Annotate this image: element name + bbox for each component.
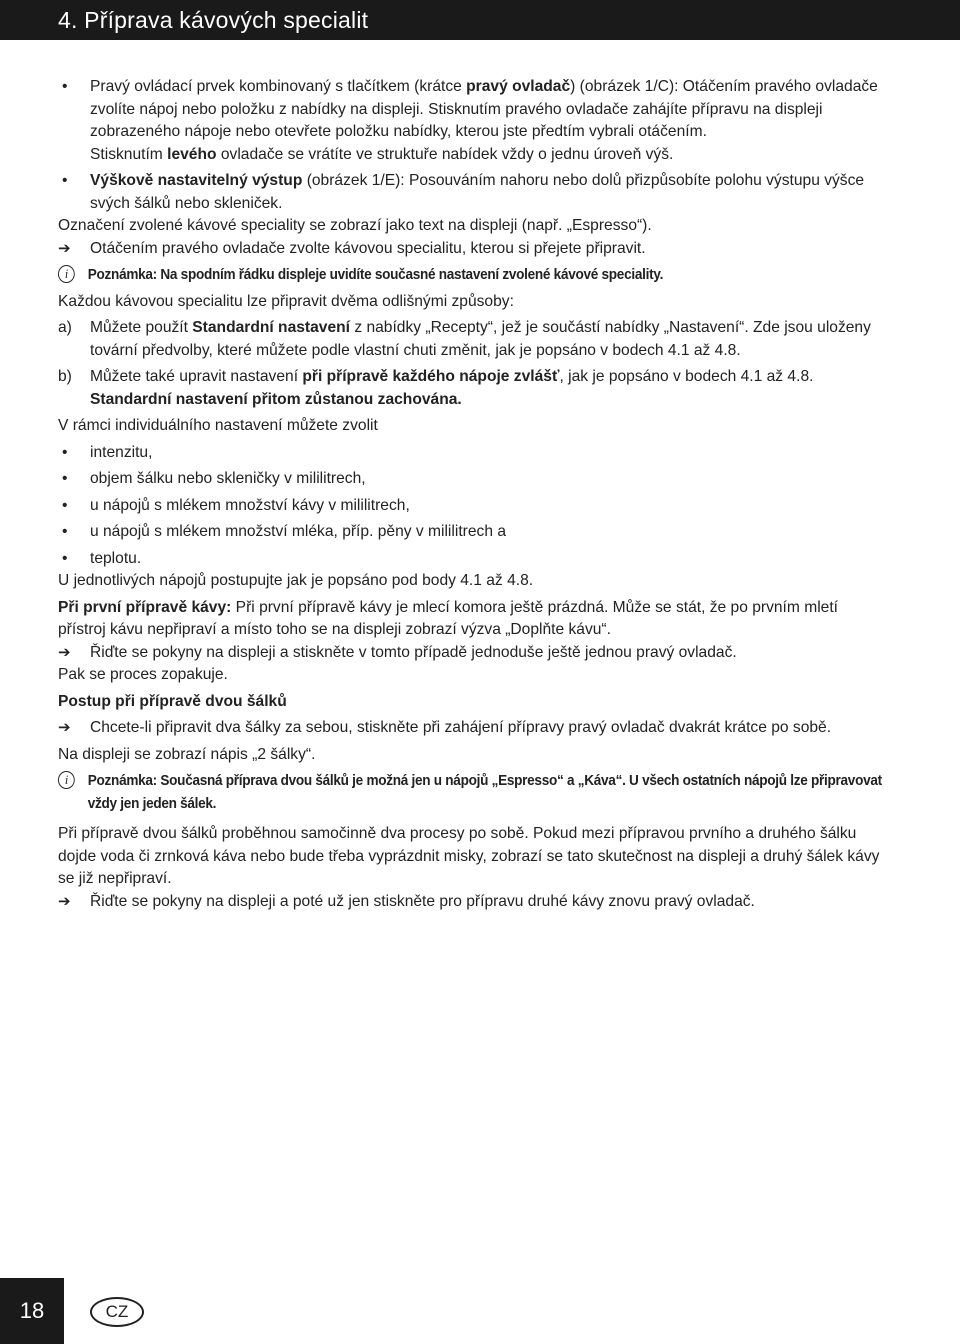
bullet-icon: •: [62, 443, 68, 461]
paragraph-process-repeats: Pak se proces zopakuje.: [58, 666, 228, 683]
page-number: 18: [19, 1298, 45, 1323]
paragraph-individual-drinks: U jednotlivých nápojů postupujte jak je popsáno pod body 4.1 až 4.8.: [58, 572, 534, 589]
paragraph-first-preparation: Při první přípravě kávy: Při první přípravě kávy je mlecí komora ještě prázdná. Může se stát, že po prvním mletí přístroj kávu nepřipraví a místo toho se na displeji zobrazí výzva „Doplňte kávu“.: [58, 598, 838, 638]
paragraph-individual-settings: V rámci individuálního nastavení můžete zvolit: [58, 417, 378, 434]
section-title: 4. Příprava kávových specialit: [58, 7, 369, 33]
paragraph-left-knob: Stisknutím levého ovladače se vrátíte ve struktuře nabídek vždy o jednu úroveň výš.: [90, 145, 674, 163]
list-item: • teplotu.: [58, 548, 888, 571]
arrow-icon: ➔: [58, 239, 71, 257]
arrow-icon: ➔: [58, 719, 71, 736]
option-b-label: b): [58, 368, 72, 385]
arrow-icon: ➔: [58, 643, 71, 661]
bullet-item-right-knob: [58, 76, 888, 166]
bullet-icon: •: [62, 172, 68, 189]
option-b: b) Můžete také upravit nastavení při přípravě každého nápoje zvlášť, jak je popsáno v bodech 4.1 až 4.8. Standardní nastavení přitom zůstanou zachována.: [58, 368, 814, 408]
note-two-cups: i Poznámka: Současná příprava dvou šálků je možná jen u nápojů „Espresso“ a „Káva“. U všech ostatních nápojů lze připravovat vždy jen jeden šálek.: [58, 770, 906, 815]
list-item: • objem šálku nebo skleničky v mililitrech,: [58, 468, 888, 491]
list-item: • u nápojů s mlékem množství mléka, příp. pěny v mililitrech a: [58, 521, 888, 544]
info-icon: i: [58, 771, 75, 789]
option-a: a) Můžete použít Standardní nastavení z nabídky „Recepty“, jež je součástí nabídky „Nastavení“. Zde jsou uloženy tovární předvolby, které můžete podle vlastní chuti změnit, jak je popsáno v bodech 4.1 až 4.8.: [58, 319, 871, 359]
bullet-icon: •: [62, 78, 68, 95]
list-item: • u nápojů s mlékem množství kávy v mililitrech,: [58, 495, 888, 518]
heading-two-cups: Postup při přípravě dvou šálků: [58, 692, 287, 710]
paragraph-right-knob: Pravý ovládací prvek kombinovaný s tlačítkem (krátce pravý ovladač) (obrázek 1/C): Otáčením pravého ovladače zvolíte nápoj nebo položku z nabídky na displeji. Stisknutím pravého ovladače zahájíte přípravu na displeji zobrazeného nápoje nebo otevřete položku nabídky, kterou jste předtím vybrali otáčením.: [90, 78, 878, 140]
paragraph-two-ways: Každou kávovou specialitu lze připravit dvěma odlišnými způsoby:: [58, 292, 514, 310]
language-badge: CZ: [90, 1297, 144, 1327]
bullet-icon: •: [62, 496, 68, 514]
page-content: [58, 76, 888, 913]
bullet-icon: •: [62, 549, 68, 567]
list-item: • intenzitu,: [58, 442, 888, 465]
paragraph-two-processes: Při přípravě dvou šálků proběhnou samočinně dva procesy po sobě. Pokud mezi přípravou prvního a druhého šálku dojde voda či zrnková káva nebo bude třeba vyprázdnit misky, zobrazí se tato skutečnost na displeji a druhý šálek kávy se již nepřipraví.: [58, 825, 880, 887]
info-icon: i: [58, 265, 75, 283]
bullet-item-spout: • Výškově nastavitelný výstup (obrázek 1/E): Posouváním nahoru nebo dolů přizpůsobíte polohu výstupu výšce svých šálků nebo skleniček.: [62, 172, 865, 212]
paragraph-display-label: Označení zvolené kávové speciality se zobrazí jako text na displeji (např. „Espresso“).: [58, 217, 652, 234]
instruction-press-again: ➔ Řiďte se pokyny na displeji a stiskněte v tomto případě jednoduše ještě jednou pravý ovladač.: [58, 642, 888, 665]
section-header-bar: [0, 0, 960, 40]
instruction-select-specialty: ➔ Otáčením pravého ovladače zvolte kávovou specialitu, kterou si přejete připravit.: [58, 238, 888, 261]
bullet-icon: •: [62, 523, 68, 540]
bullet-icon: •: [62, 470, 68, 487]
instruction-two-cups: ➔ Chcete-li připravit dva šálky za sebou, stiskněte při zahájení přípravy pravý ovladač dvakrát krátce po sobě.: [58, 717, 888, 740]
paragraph-display-two-cups: Na displeji se zobrazí nápis „2 šálky“.: [58, 745, 316, 763]
note-display-settings: i Poznámka: Na spodním řádku displeje uvidíte současné nastavení zvolené kávové speciality.: [58, 264, 906, 287]
arrow-icon: ➔: [58, 892, 71, 910]
option-a-label: a): [58, 319, 72, 336]
instruction-second-cup: ➔ Řiďte se pokyny na displeji a poté už jen stiskněte pro přípravu druhé kávy znovu pravý ovladač.: [58, 891, 888, 914]
